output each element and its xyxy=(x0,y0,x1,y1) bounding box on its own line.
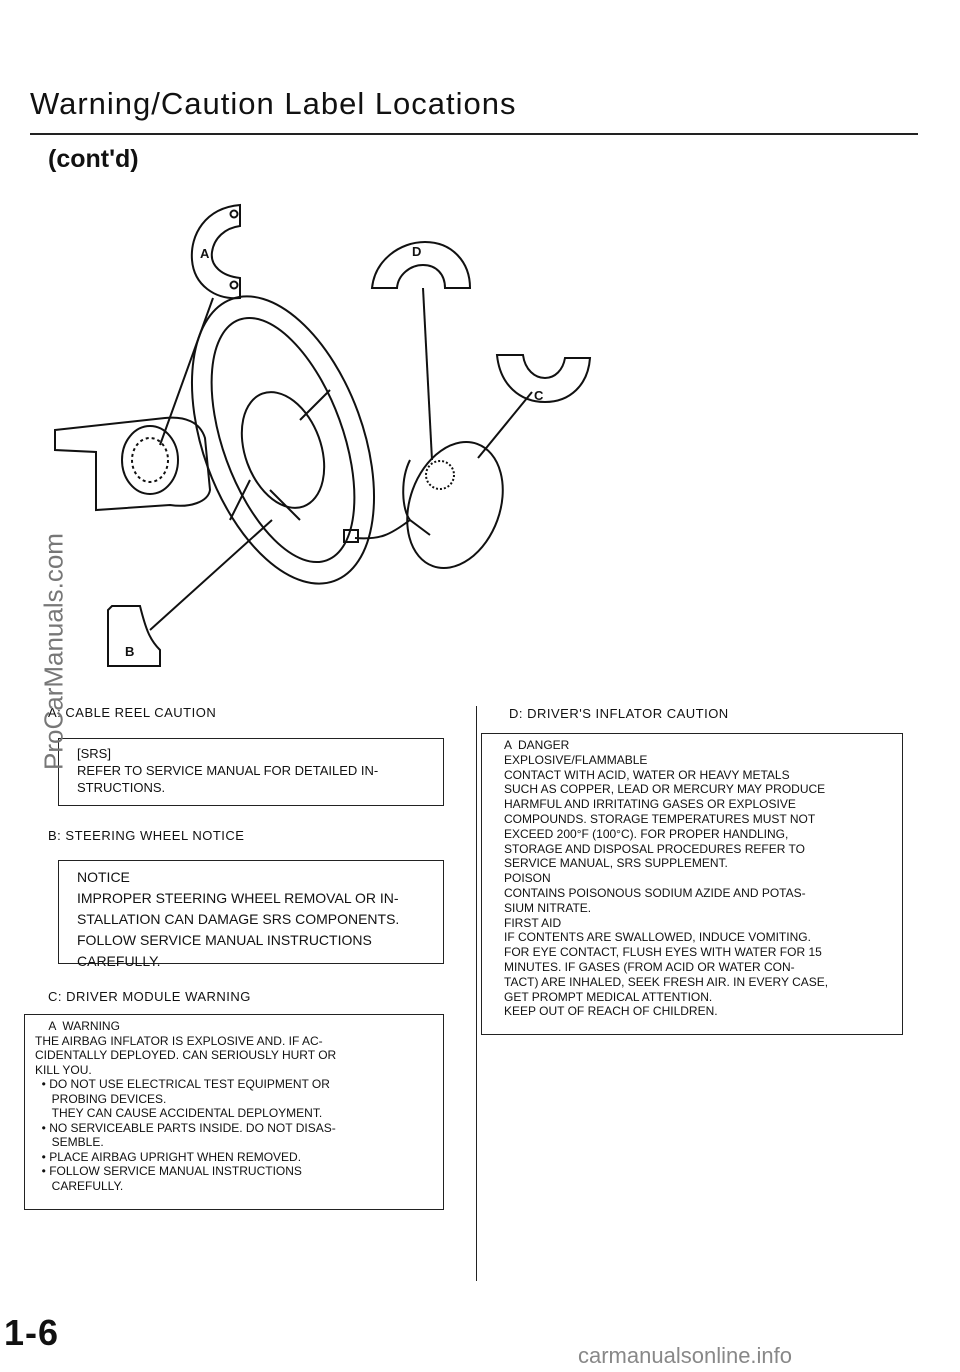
label-d-line: MINUTES. IF GASES (FROM ACID OR WATER CON- xyxy=(504,959,795,974)
label-d-line: SUCH AS COPPER, LEAD OR MERCURY MAY PRODUCE xyxy=(504,782,826,797)
label-c-line: PROBING DEVICES. xyxy=(35,1091,167,1106)
label-a-line: REFER TO SERVICE MANUAL FOR DETAILED IN- xyxy=(77,763,379,778)
label-d-line: GET PROMPT MEDICAL ATTENTION. xyxy=(504,989,713,1004)
page-title: Warning/Caution Label Locations xyxy=(30,86,517,121)
label-d-line: CONTAINS POISONOUS SODIUM AZIDE AND POTAS- xyxy=(504,885,806,900)
label-c-line: SEMBLE. xyxy=(35,1135,104,1149)
label-a-line: [SRS] xyxy=(77,746,111,761)
label-d-line: SERVICE MANUAL, SRS SUPPLEMENT. xyxy=(504,856,728,871)
callout-b: B xyxy=(125,644,135,659)
callout-c: C xyxy=(534,388,544,403)
column-divider xyxy=(476,706,477,1281)
label-d-line: TACT) ARE INHALED, SEEK FRESH AIR. IN EVERY CASE, xyxy=(504,974,829,989)
label-c-line: CAREFULLY. xyxy=(35,1178,124,1193)
label-d-line: POISON xyxy=(504,871,551,886)
label-d-line: EXCEED 200°F (100°C). FOR PROPER HANDLING, xyxy=(504,826,789,841)
label-d-line: A DANGER xyxy=(504,738,570,752)
label-d-line: FOR EYE CONTACT, FLUSH EYES WITH WATER FOR 15 xyxy=(504,945,822,960)
label-a-text-box xyxy=(58,738,444,806)
label-d-line: KEEP OUT OF REACH OF CHILDREN. xyxy=(504,1004,718,1019)
label-c-line: • PLACE AIRBAG UPRIGHT WHEN REMOVED. xyxy=(35,1149,302,1164)
bottom-watermark: carmanualsonline.info xyxy=(578,1343,793,1368)
label-a-line: STRUCTIONS. xyxy=(77,780,166,795)
page-number: 1-6 xyxy=(4,1312,60,1353)
label-c-line: A WARNING xyxy=(35,1019,120,1033)
label-b-line: CAREFULLY. xyxy=(77,953,161,969)
callout-a: A xyxy=(200,246,210,261)
label-b-line: NOTICE xyxy=(77,869,130,885)
label-d-line: COMPOUNDS. STORAGE TEMPERATURES MUST NOT xyxy=(504,811,816,826)
label-d-line: HARMFUL AND IRRITATING GASES OR EXPLOSIVE xyxy=(504,797,796,812)
label-b-line: FOLLOW SERVICE MANUAL INSTRUCTIONS xyxy=(77,932,372,948)
label-d-caption: D: DRIVER'S INFLATOR CAUTION xyxy=(509,706,729,721)
label-c-line: KILL YOU. xyxy=(35,1062,92,1077)
label-c-line: • NO SERVICEABLE PARTS INSIDE. DO NOT DISAS- xyxy=(35,1120,336,1135)
callout-d: D xyxy=(412,244,422,259)
steering-wheel-diagram xyxy=(0,190,960,690)
label-d-line: EXPLOSIVE/FLAMMABLE xyxy=(504,752,648,767)
label-c-line: • DO NOT USE ELECTRICAL TEST EQUIPMENT OR xyxy=(35,1077,330,1091)
label-c-text-box xyxy=(24,1014,444,1210)
label-c-line: • FOLLOW SERVICE MANUAL INSTRUCTIONS xyxy=(35,1164,302,1178)
label-c-shape xyxy=(497,355,590,402)
label-c-line: THEY CAN CAUSE ACCIDENTAL DEPLOYMENT. xyxy=(35,1106,323,1120)
label-c-line: CIDENTALLY DEPLOYED. CAN SERIOUSLY HURT OR xyxy=(35,1048,337,1062)
page-subtitle: (cont'd) xyxy=(48,145,139,173)
label-b-line: IMPROPER STEERING WHEEL REMOVAL OR IN- xyxy=(77,890,399,906)
side-watermark: ProCarManuals.com xyxy=(38,533,69,770)
label-d-line: CONTACT WITH ACID, WATER OR HEAVY METALS xyxy=(504,767,790,782)
label-b-caption: B: STEERING WHEEL NOTICE xyxy=(48,828,245,843)
title-rule xyxy=(30,133,918,135)
label-d-line: FIRST AID xyxy=(504,915,562,930)
label-d-line: SIUM NITRATE. xyxy=(504,900,592,915)
label-c-caption: C: DRIVER MODULE WARNING xyxy=(48,989,251,1004)
label-d-line: STORAGE AND DISPOSAL PROCEDURES REFER TO xyxy=(504,841,805,856)
label-b-text-box xyxy=(58,860,444,969)
label-a-caption: A: CABLE REEL CAUTION xyxy=(48,705,217,720)
label-b-line: STALLATION CAN DAMAGE SRS COMPONENTS. xyxy=(77,911,400,927)
label-d-line: IF CONTENTS ARE SWALLOWED, INDUCE VOMITING. xyxy=(504,930,811,945)
label-d-text-box xyxy=(481,733,903,1035)
label-c-line: THE AIRBAG INFLATOR IS EXPLOSIVE AND. IF AC- xyxy=(35,1033,323,1048)
